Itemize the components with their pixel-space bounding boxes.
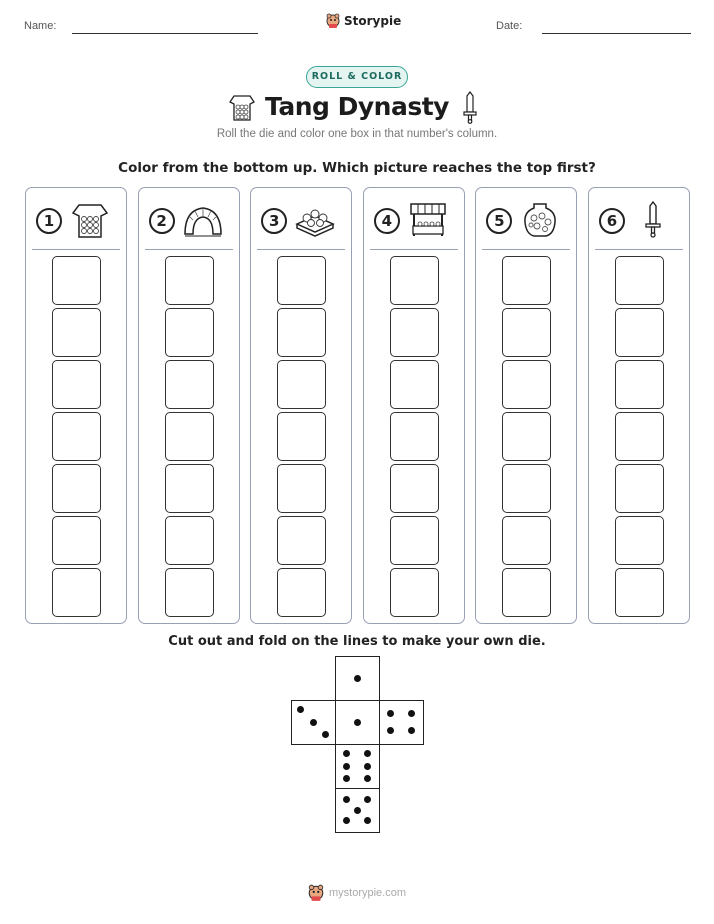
die-face bbox=[291, 700, 336, 745]
color-box[interactable] bbox=[52, 360, 101, 409]
footer-url: mystorypie.com bbox=[328, 887, 407, 899]
column-header bbox=[36, 198, 118, 244]
roll-column bbox=[363, 187, 465, 624]
die-pip bbox=[364, 750, 371, 757]
vase-icon bbox=[520, 200, 560, 244]
die-face bbox=[335, 788, 380, 833]
color-box[interactable] bbox=[165, 412, 214, 461]
column-header bbox=[599, 198, 681, 244]
color-box[interactable] bbox=[52, 464, 101, 513]
die-pip bbox=[387, 710, 394, 717]
color-box[interactable] bbox=[165, 464, 214, 513]
column-divider bbox=[370, 249, 458, 250]
color-box[interactable] bbox=[52, 412, 101, 461]
storypie-mascot-icon bbox=[326, 13, 340, 29]
color-box[interactable] bbox=[52, 308, 101, 357]
die-pip bbox=[343, 763, 350, 770]
die-face bbox=[335, 744, 380, 789]
column-number: 6 bbox=[599, 208, 625, 234]
roll-column bbox=[25, 187, 127, 624]
color-box[interactable] bbox=[52, 568, 101, 617]
color-box[interactable] bbox=[615, 256, 664, 305]
column-number: 3 bbox=[261, 208, 287, 234]
brand-name: Storypie bbox=[344, 14, 402, 28]
column-header bbox=[261, 198, 343, 244]
die-face bbox=[379, 700, 424, 745]
color-box[interactable] bbox=[390, 516, 439, 565]
column-header bbox=[486, 198, 568, 244]
column-divider bbox=[257, 249, 345, 250]
column-number: 1 bbox=[36, 208, 62, 234]
roll-column bbox=[588, 187, 690, 624]
brand-logo bbox=[326, 13, 401, 29]
activity-badge: ROLL & COLOR bbox=[306, 66, 408, 88]
die-pip bbox=[364, 796, 371, 803]
color-box[interactable] bbox=[502, 412, 551, 461]
column-divider bbox=[595, 249, 683, 250]
die-pip bbox=[343, 775, 350, 782]
color-box[interactable] bbox=[277, 308, 326, 357]
garden-icon bbox=[295, 200, 335, 244]
color-box[interactable] bbox=[502, 308, 551, 357]
color-box[interactable] bbox=[277, 516, 326, 565]
die-pip bbox=[343, 796, 350, 803]
sword-icon bbox=[633, 200, 673, 244]
roll-column bbox=[138, 187, 240, 624]
footer bbox=[0, 884, 714, 902]
die-pip bbox=[343, 817, 350, 824]
cut-instruction: Cut out and fold on the lines to make your own die. bbox=[168, 634, 546, 649]
color-box[interactable] bbox=[615, 516, 664, 565]
color-box[interactable] bbox=[615, 568, 664, 617]
column-number: 4 bbox=[374, 208, 400, 234]
color-box[interactable] bbox=[502, 568, 551, 617]
column-header bbox=[374, 198, 456, 244]
die-pip bbox=[408, 727, 415, 734]
armor-icon bbox=[70, 200, 110, 244]
name-label: Name: bbox=[24, 20, 57, 32]
column-divider bbox=[482, 249, 570, 250]
roll-column bbox=[475, 187, 577, 624]
sword-icon bbox=[462, 90, 478, 124]
bridge-icon bbox=[183, 200, 223, 244]
die-pip bbox=[297, 706, 304, 713]
color-box[interactable] bbox=[277, 256, 326, 305]
die-pip bbox=[354, 675, 361, 682]
color-box[interactable] bbox=[615, 360, 664, 409]
die-pip bbox=[364, 763, 371, 770]
color-box[interactable] bbox=[615, 308, 664, 357]
date-line[interactable] bbox=[542, 33, 691, 34]
column-divider bbox=[145, 249, 233, 250]
die-pip bbox=[310, 719, 317, 726]
date-label: Date: bbox=[496, 20, 523, 32]
color-box[interactable] bbox=[502, 516, 551, 565]
color-box[interactable] bbox=[390, 256, 439, 305]
die-pip bbox=[408, 710, 415, 717]
color-box[interactable] bbox=[390, 412, 439, 461]
instruction: Color from the bottom up. Which picture reaches the top first? bbox=[118, 160, 596, 176]
color-box[interactable] bbox=[502, 360, 551, 409]
color-box[interactable] bbox=[52, 516, 101, 565]
color-box[interactable] bbox=[615, 412, 664, 461]
die-pip bbox=[322, 731, 329, 738]
storypie-mascot-icon bbox=[308, 884, 324, 902]
color-box[interactable] bbox=[277, 568, 326, 617]
die-face bbox=[335, 656, 380, 701]
roll-column bbox=[250, 187, 352, 624]
color-box[interactable] bbox=[615, 464, 664, 513]
subtitle: Roll the die and color one box in that number's column. bbox=[216, 128, 498, 140]
die-face bbox=[335, 700, 380, 745]
color-box[interactable] bbox=[165, 308, 214, 357]
color-box[interactable] bbox=[390, 464, 439, 513]
die-pip bbox=[343, 750, 350, 757]
color-box[interactable] bbox=[390, 360, 439, 409]
name-line[interactable] bbox=[72, 33, 258, 34]
color-box[interactable] bbox=[277, 412, 326, 461]
color-box[interactable] bbox=[277, 464, 326, 513]
column-number: 5 bbox=[486, 208, 512, 234]
page-title: Tang Dynasty bbox=[265, 92, 449, 121]
color-box[interactable] bbox=[165, 256, 214, 305]
color-box[interactable] bbox=[502, 464, 551, 513]
die-pip bbox=[364, 817, 371, 824]
color-box[interactable] bbox=[165, 516, 214, 565]
die-pip bbox=[354, 719, 361, 726]
color-box[interactable] bbox=[277, 360, 326, 409]
market-stall-icon bbox=[408, 200, 448, 244]
die-pip bbox=[354, 807, 361, 814]
die-pip bbox=[387, 727, 394, 734]
column-divider bbox=[32, 249, 120, 250]
color-box[interactable] bbox=[390, 568, 439, 617]
color-box[interactable] bbox=[390, 308, 439, 357]
color-box[interactable] bbox=[165, 568, 214, 617]
color-box[interactable] bbox=[165, 360, 214, 409]
column-header bbox=[149, 198, 231, 244]
color-box[interactable] bbox=[502, 256, 551, 305]
color-box[interactable] bbox=[52, 256, 101, 305]
die-pip bbox=[364, 775, 371, 782]
column-number: 2 bbox=[149, 208, 175, 234]
